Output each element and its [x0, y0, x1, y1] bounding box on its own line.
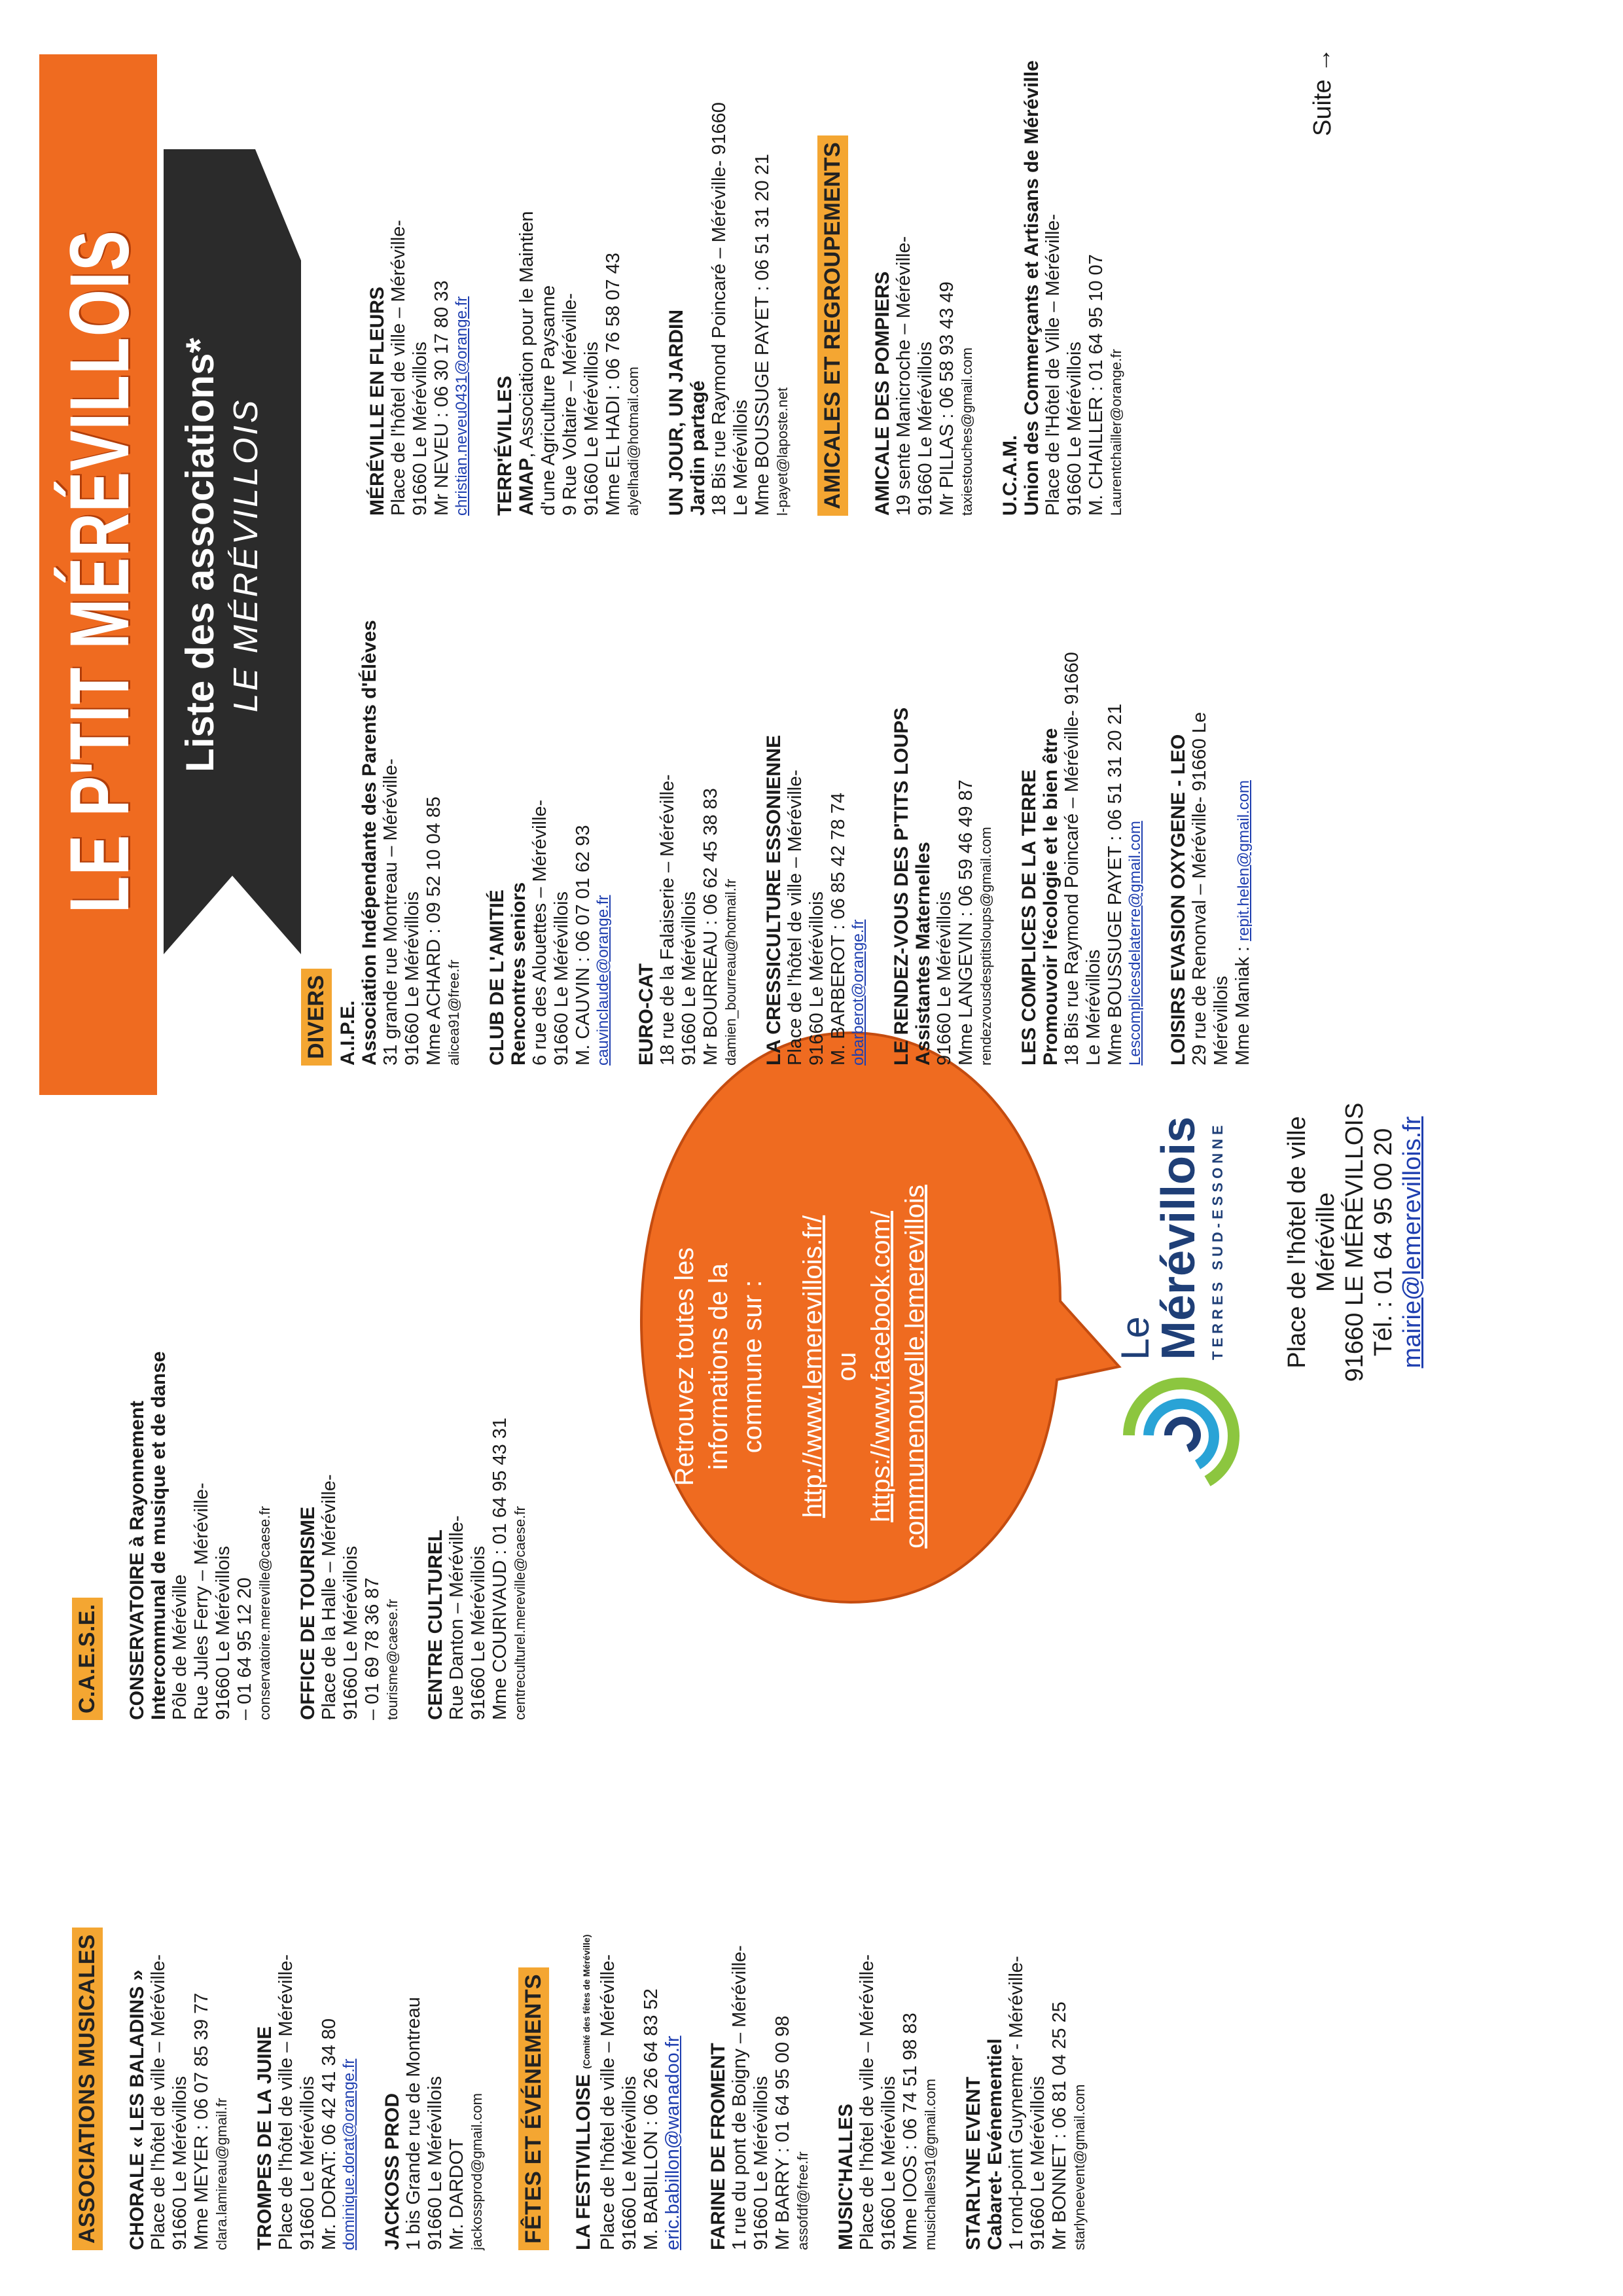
contact-line: M. CHAILLER : 01 64 95 10 07 — [1086, 254, 1107, 516]
address-line: 18 Bis rue Raymond Poincaré – Méréville- 91660 — [709, 102, 730, 516]
mairie-line: 91660 LE MÉRÉVILLOIS — [1341, 1102, 1368, 1382]
email[interactable]: starlyneevent@gmail.com — [1071, 2084, 1088, 2250]
association-name: A.I.P.E. — [337, 1000, 359, 1066]
email[interactable]: assofdf@free.fr — [794, 2151, 811, 2250]
mairie-phone: Tél. : 01 64 95 00 20 — [1370, 1128, 1397, 1357]
email[interactable]: jackossprod@gmail.com — [469, 2093, 485, 2250]
email[interactable]: centreculturel.mereville@caese.fr — [512, 1506, 528, 1720]
section-header-caese: C.A.E.S.E. — [72, 1598, 103, 1720]
association-entry — [666, 18, 791, 516]
email[interactable]: tourisme@caese.fr — [384, 1599, 401, 1720]
address-line: 18 rue de la Falaiserie – Méréville- — [657, 774, 678, 1066]
association-name: U.C.A.M. — [999, 435, 1021, 516]
association-entry — [573, 1831, 684, 2250]
association-entry — [126, 1301, 274, 1720]
association-subtitle: Jardin partagé — [687, 380, 709, 516]
association-subtitle: Cabaret- Evénementiel — [984, 2038, 1006, 2250]
commune-logo-icon — [1116, 1370, 1247, 1501]
email[interactable]: musichalles91@gmail.com — [922, 2079, 938, 2250]
address-line: 91660 Le Mérévillois — [934, 891, 955, 1066]
contact-line: – 01 64 95 12 20 — [234, 1577, 255, 1720]
address-line: d'une Agriculture Paysanne — [538, 285, 559, 516]
address-line: 29 rue de Renonval – Méréville- 91660 Le — [1189, 711, 1210, 1066]
email[interactable]: clara.lamireau@gmail.fr — [213, 2098, 230, 2250]
email[interactable]: taxiestouches@gmail.com — [959, 347, 975, 516]
association-name: LA CRESSICULTURE ESSONIENNE — [763, 734, 785, 1066]
contact-line: Mme IOOS : 06 74 51 98 83 — [900, 2013, 921, 2250]
association-name: CLUB DE L'AMITIÉ — [486, 889, 508, 1066]
association-name: OFFICE DE TOURISME — [297, 1506, 319, 1720]
column-4 — [0, 18, 1623, 516]
bubble-line: Retrouvez toutes les — [670, 1247, 699, 1486]
address-line: 91660 Le Mérévillois — [551, 891, 572, 1066]
website-link[interactable]: http://www.lemerevillois.fr/ — [798, 1215, 827, 1518]
contact-line: M. BARBEROT : 06 85 42 78 74 — [828, 793, 849, 1066]
address-line: 6 rue des Alouettes – Méréville- — [529, 799, 550, 1066]
address-line: 18 Bis rue Raymond Poincaré – Méréville- 91660 — [1061, 652, 1082, 1066]
contact-line: Mr. DARDOT — [446, 2138, 467, 2250]
contact-line: Mme MEYER : 06 07 85 39 77 — [191, 1992, 212, 2250]
section-header-musicales: ASSOCIATIONS MUSICALES — [72, 1928, 103, 2250]
association-name: UN JOUR, UN JARDIN — [666, 309, 687, 516]
association-entry — [1168, 568, 1254, 1066]
association-name: LE RENDEZ-VOUS DES P'TITS LOUPS — [891, 707, 912, 1066]
continue-indicator: Suite → — [1309, 47, 1336, 136]
subtitle-line2: LE MÉRÉVILLOIS — [227, 397, 265, 713]
contact-line: Mr PILLAS : 06 58 93 43 49 — [936, 281, 957, 516]
association-entry — [999, 18, 1125, 516]
association-name: STARLYNE EVENT — [963, 2076, 984, 2250]
address-line: 91660 Le Mérévillois — [468, 1546, 489, 1720]
association-name: LES COMPLICES DE LA TERRE — [1018, 769, 1040, 1066]
association-subtitle: Promouvoir l'écologie et le bien être — [1040, 728, 1061, 1066]
bubble-text — [668, 1183, 932, 1550]
address-line: Rue Jules Ferry – Méréville- — [191, 1482, 212, 1720]
mairie-email-link[interactable]: mairie@lemerevillois.fr — [1399, 1116, 1426, 1369]
section-header-fetes: FÊTES ET ÉVÉNEMENTS — [518, 1967, 549, 2250]
email-link[interactable]: obarberot@orange.fr — [849, 919, 867, 1066]
address-line: 91660 Le Mérévillois — [410, 342, 431, 516]
address-line: Pôle de Méréville — [169, 1574, 190, 1720]
subtitle-line1: Liste des associations* — [178, 338, 222, 772]
address-line: 9 Rue Voltaire – Méréville- — [560, 293, 580, 516]
association-subtitle: Assistantes Maternelles — [912, 842, 934, 1066]
contact-line: Mme ACHARD : 09 52 10 04 85 — [423, 796, 444, 1066]
association-subtitle: Association Indépendante des Parents d'Élèves — [359, 620, 380, 1066]
association-subtitle: Intercommunal de musique et de danse — [148, 1351, 169, 1720]
contact-line: M. BABILLON : 06 26 64 83 52 — [641, 1988, 662, 2250]
association-entry — [297, 1301, 401, 1720]
bubble-or: ou — [832, 1352, 861, 1382]
address-line: Le Mérévillois — [730, 399, 751, 516]
association-note: (Comité des fêtes de Méréville) — [581, 1934, 592, 2070]
contact-line: Mme LANGEVIN : 06 59 46 49 87 — [955, 780, 976, 1066]
email[interactable]: Laurentchailler@orange.fr — [1108, 349, 1124, 516]
email[interactable]: alicea91@free.fr — [446, 960, 462, 1066]
email-link[interactable]: christian.neveu0431@orange.fr — [453, 296, 471, 516]
association-subtitle: Rencontres seniors — [508, 882, 529, 1066]
association-name: MUSIC'HALLES — [835, 2104, 857, 2250]
logo-word-merevillois: Mérévillois — [1152, 1116, 1205, 1360]
address-line: 19 sente Manicroche – Méréville- — [893, 236, 914, 516]
address-line: 91660 Le Mérévillois — [169, 2076, 190, 2250]
address-line: Place de l'Hôtel de Ville – Méréville- — [1043, 213, 1063, 516]
email[interactable]: conservatoire.mereville@caese.fr — [257, 1506, 273, 1720]
association-name: CHORALE « LES BALADINS » — [126, 1969, 148, 2250]
association-entry — [891, 568, 995, 1066]
association-entry — [254, 1831, 358, 2250]
association-entry — [835, 1831, 939, 2250]
association-entry — [1018, 568, 1144, 1066]
association-entry — [425, 1301, 529, 1720]
contact-line: Mme COURIVAUD : 01 64 95 43 31 — [490, 1417, 510, 1720]
address-line: Place de l'hôtel de ville – Méréville- — [597, 1954, 618, 2250]
address-line: 91660 Le Mérévillois — [679, 891, 700, 1066]
association-name: JACKOSS PROD — [382, 2092, 403, 2250]
email-link[interactable]: dominique.dorat@orange.fr — [340, 2058, 358, 2250]
contact-line: Mr NEVEU : 06 30 17 80 33 — [431, 280, 452, 516]
address-line: Place de l'hôtel de ville – Méréville- — [148, 1954, 169, 2250]
email-link[interactable]: eric.babillon@wanadoo.fr — [662, 2036, 683, 2250]
association-name: LA FESTIVILLOISE — [573, 2074, 594, 2250]
contact-line: Mr. DORAT: 06 42 41 34 80 — [319, 2018, 340, 2250]
address-line: Mérévillois — [1211, 976, 1232, 1066]
association-name: LOISIRS EVASION OXYGENE - LEO — [1168, 734, 1189, 1066]
association-entry — [486, 568, 612, 1066]
email-link[interactable]: cauvinclaude@orange.fr — [594, 895, 612, 1066]
address-line: 1 bis Grande rue de Montreau — [403, 1997, 424, 2250]
logo-tagline: TERRES SUD-ESSONNE — [1209, 1121, 1226, 1360]
address-line: 31 grande rue Montreau – Méréville- — [380, 758, 401, 1066]
contact-line: Mme Maniak : — [1232, 941, 1253, 1066]
address-line: 91660 Le Mérévillois — [340, 1546, 361, 1720]
address-line: 91660 Le Mérévillois — [806, 891, 827, 1066]
association-name: AMICALE DES POMPIERS — [872, 271, 893, 516]
address-line: 91660 Le Mérévillois — [581, 342, 602, 516]
address-line: 91660 Le Mérévillois — [425, 2076, 446, 2250]
association-subtitle: AMAP — [516, 457, 537, 516]
address-line: 1 rond-point Guynemer - Méréville- — [1006, 1956, 1027, 2250]
association-entry — [763, 568, 867, 1066]
address-line: Place de l'hôtel de ville – Méréville- — [276, 1954, 296, 2250]
address-line: 91660 Le Mérévillois — [402, 891, 423, 1066]
contact-line: M. CAUVIN : 06 07 01 62 93 — [573, 825, 594, 1066]
association-name: CENTRE CULTUREL — [425, 1529, 446, 1720]
mairie-line: Méréville — [1312, 1192, 1340, 1293]
association-name: FARINE DE FROMENT — [707, 2043, 729, 2250]
association-name: TROMPES DE LA JUINE — [254, 2026, 276, 2250]
logo-word-le: Le — [1113, 1316, 1157, 1360]
association-name: MÉRÉVILLE EN FLEURS — [366, 286, 388, 516]
address-line: 91660 Le Mérévillois — [878, 2076, 899, 2250]
email-link[interactable]: Lescomplicesdelaterre@gmail.com — [1126, 821, 1144, 1066]
bubble-line: informations de la — [704, 1263, 733, 1470]
association-entry — [707, 1831, 812, 2250]
contact-line: Mr BOURREAU : 06 62 45 38 83 — [700, 788, 721, 1066]
email[interactable]: rendezvousdesptitsloups@gmail.com — [978, 827, 994, 1066]
facebook-link-cont[interactable]: communenouvelle.lemerevillois — [901, 1185, 929, 1549]
association-entry — [382, 1831, 486, 2250]
association-name: CONSERVATOIRE à Rayonnement — [126, 1401, 148, 1720]
contact-line: Mr BARRY : 01 64 95 00 98 — [772, 2015, 793, 2250]
email-link[interactable]: repit.helen@gmail.com — [1235, 780, 1253, 941]
association-entry — [872, 18, 976, 516]
email[interactable]: damien_bourreau@hotmail.fr — [722, 878, 739, 1066]
association-entry — [337, 568, 463, 1066]
address-line: 91660 Le Mérévillois — [619, 2076, 640, 2250]
association-subtitle: Union des Commerçants et Artisans de Méréville — [1021, 60, 1043, 516]
association-entry — [126, 1831, 230, 2250]
address-line: Rue Danton – Méréville- — [446, 1515, 467, 1720]
email[interactable]: l-payet@laposte.net — [774, 387, 791, 516]
address-line: 91660 Le Mérévillois — [751, 2076, 772, 2250]
section-header-amicales: AMICALES ET REGROUPEMENTS — [817, 135, 848, 516]
association-name: TERR'ÉVILLES — [494, 376, 516, 516]
spacer — [770, 1183, 796, 1550]
contact-line: Mme EL HADI : 06 76 58 07 43 — [603, 253, 624, 516]
association-entry — [963, 1831, 1088, 2250]
association-subtitle-rest: , Association pour le Maintien — [516, 211, 537, 458]
address-line: Place de l'hôtel de ville – Méréville- — [857, 1954, 878, 2250]
address-line: 91660 Le Mérévillois — [213, 1546, 234, 1720]
email[interactable]: alyelhadi@hotmail.com — [625, 367, 641, 516]
association-name: EURO-CAT — [635, 963, 657, 1066]
address-line: 91660 Le Mérévillois — [1064, 342, 1085, 516]
address-line: 91660 Le Mérévillois — [1027, 2076, 1048, 2250]
association-entry — [366, 18, 471, 516]
mairie-line: Place de l'hôtel de ville — [1283, 1116, 1311, 1369]
column-1 — [0, 1831, 1623, 2250]
facebook-link[interactable]: https://www.facebook.com/ — [866, 1211, 895, 1522]
address-line: Place de l'hôtel de ville – Méréville- — [388, 219, 409, 516]
contact-line: Mme BOUSSUGE PAYET : 06 51 31 20 21 — [752, 154, 773, 516]
address-line: 91660 Le Mérévillois — [297, 2076, 318, 2250]
column-3 — [0, 568, 1623, 1066]
address-line: 1 rue du pont de Boigny – Méréville- — [729, 1945, 750, 2250]
contact-line: Mme BOUSSUGE PAYET : 06 51 31 20 21 — [1105, 704, 1126, 1066]
address-line: Place de l'hôtel de ville – Méréville- — [785, 769, 806, 1066]
association-entry — [635, 568, 740, 1066]
association-entry — [494, 18, 642, 516]
address-line: Le Mérévillois — [1083, 949, 1104, 1066]
page-title: LE P'TIT MÉRÉVILLOIS — [53, 229, 147, 914]
contact-line: Mr BONNET : 06 81 04 25 25 — [1049, 2001, 1070, 2250]
bubble-line: commune sur : — [738, 1280, 767, 1454]
contact-line: – 01 69 78 36 87 — [362, 1577, 383, 1720]
address-line: 91660 Le Mérévillois — [915, 342, 936, 516]
section-header-divers: DIVERS — [301, 969, 332, 1066]
address-line: Place de la Halle – Méréville- — [319, 1474, 340, 1720]
